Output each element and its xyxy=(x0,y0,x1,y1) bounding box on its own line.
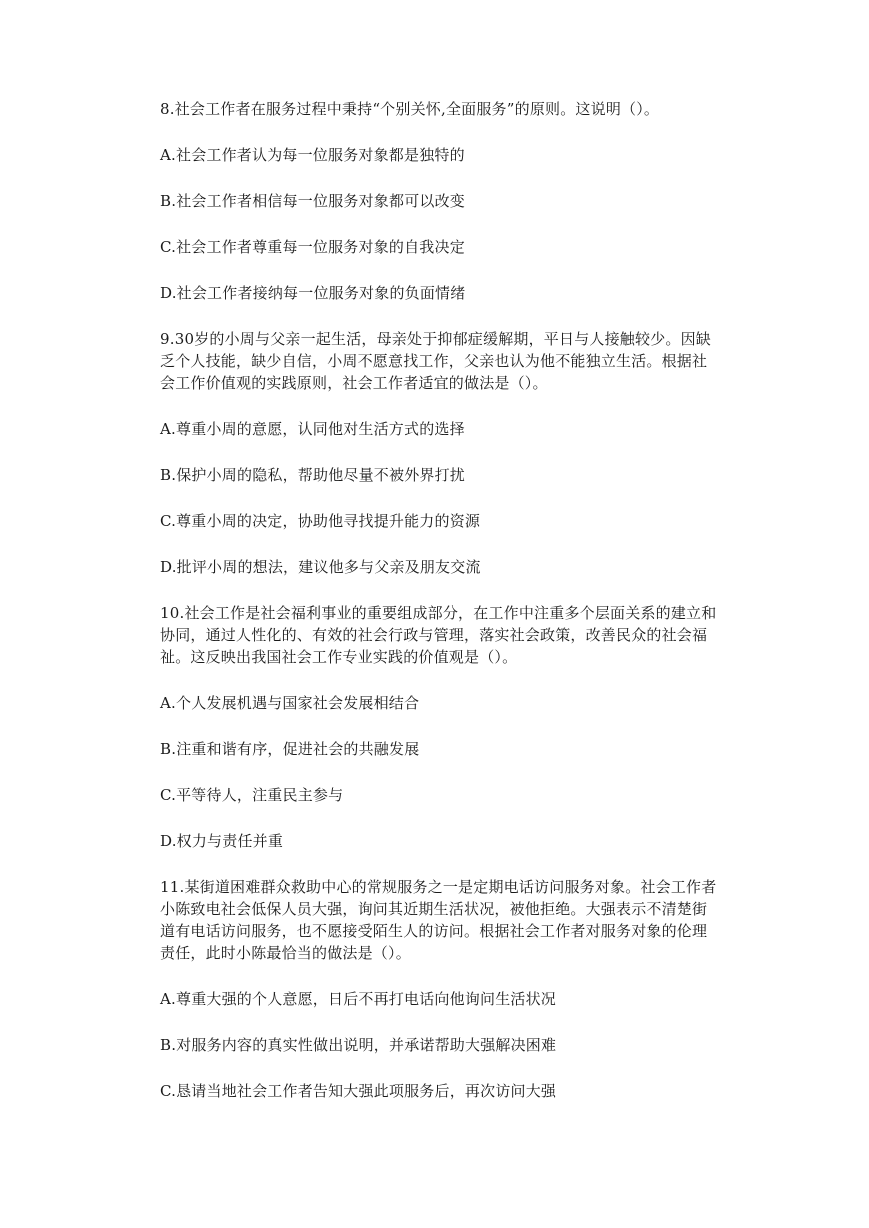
question-8-stem: 8.社会工作者在服务过程中秉持“个别关怀,全面服务”的原则。这说明（）。 xyxy=(160,100,660,118)
question-10-option-a: A.个人发展机遇与国家社会发展相结合 xyxy=(160,694,420,712)
question-11-option-a: A.尊重大强的个人意愿，日后不再打电话向他询问生活状况 xyxy=(160,990,557,1008)
question-10-option-d: D.权力与责任并重 xyxy=(160,832,284,850)
question-11-stem: 11.某街道困难群众救助中心的常规服务之一是定期电话访问服务对象。社会工作者小陈致电社会低保人员大强，询问其近期生活状况，被他拒绝。大强表示不清楚街道有电话访问服务，也不愿接受陌生人的访问。根据社会工作者对服务对象的伦理责任，此时小陈最恰当的做法是（）。 xyxy=(160,878,717,962)
question-8-option-c: C.社会工作者尊重每一位服务对象的自我决定 xyxy=(160,238,465,256)
question-9-option-b: B.保护小周的隐私，帮助他尽量不被外界打扰 xyxy=(160,466,465,484)
question-10-option-b: B.注重和谐有序，促进社会的共融发展 xyxy=(160,740,420,758)
question-9-option-d: D.批评小周的想法，建议他多与父亲及朋友交流 xyxy=(160,558,481,576)
question-11-option-b: B.对服务内容的真实性做出说明，并承诺帮助大强解决困难 xyxy=(160,1036,557,1054)
question-9-option-a: A.尊重小周的意愿，认同他对生活方式的选择 xyxy=(160,420,465,438)
question-10-stem: 10.社会工作是社会福利事业的重要组成部分，在工作中注重多个层面关系的建立和协同，通过人性化的、有效的社会行政与管理，落实社会政策，改善民众的社会福祉。这反映出我国社会工作专业实践的价值观是（）。 xyxy=(160,604,717,666)
question-11-option-c: C.恳请当地社会工作者告知大强此项服务后，再次访问大强 xyxy=(160,1082,557,1100)
question-10-option-c: C.平等待人，注重民主参与 xyxy=(160,786,344,804)
question-list xyxy=(160,98,720,1102)
question-8-option-b: B.社会工作者相信每一位服务对象都可以改变 xyxy=(160,192,465,210)
question-9-stem: 9.30岁的小周与父亲一起生活，母亲处于抑郁症缓解期，平日与人接触较少。因缺乏个人技能，缺少自信，小周不愿意找工作，父亲也认为他不能独立生活。根据社会工作价值观的实践原则，社会工作者适宜的做法是（）。 xyxy=(160,330,712,392)
question-9-option-c: C.尊重小周的决定，协助他寻找提升能力的资源 xyxy=(160,512,481,530)
question-8-option-a: A.社会工作者认为每一位服务对象都是独特的 xyxy=(160,146,465,164)
question-8-option-d: D.社会工作者接纳每一位服务对象的负面情绪 xyxy=(160,284,466,302)
